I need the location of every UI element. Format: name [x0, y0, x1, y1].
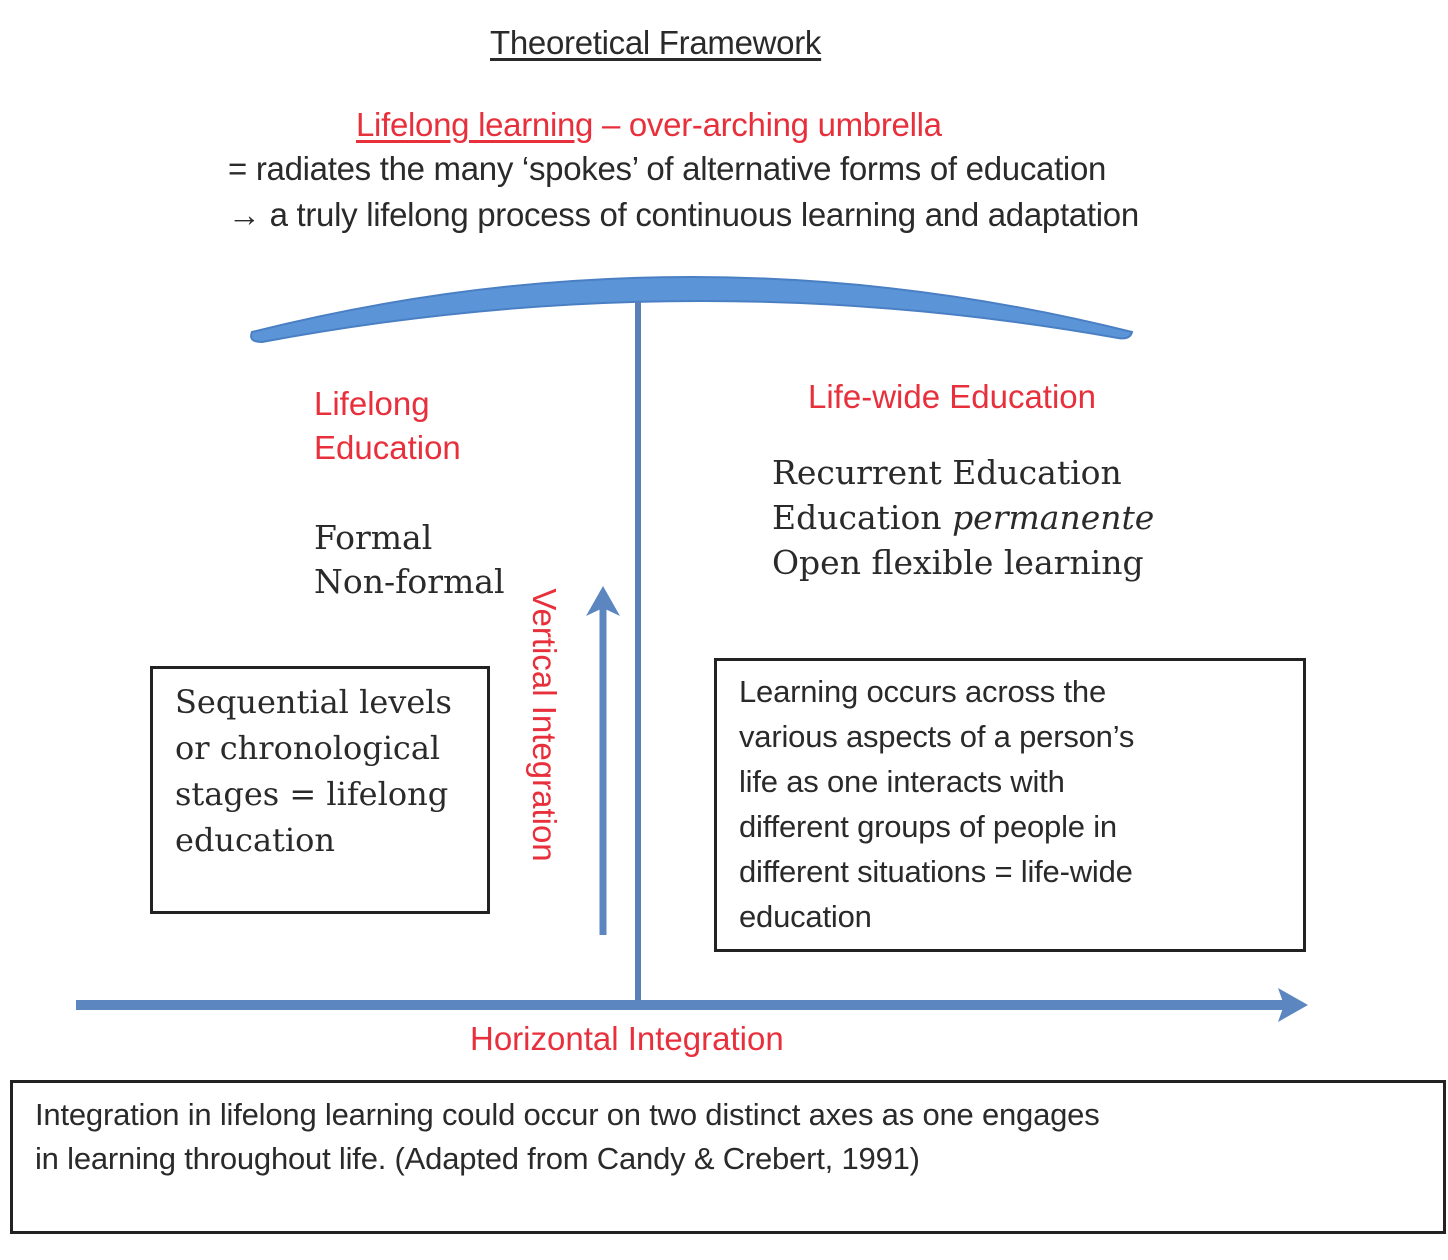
life-wide-education-list — [772, 450, 1154, 585]
caption-line-1: Integration in lifelong learning could occur on two distinct axes as one engages — [35, 1097, 1100, 1132]
lifelong-education-heading — [314, 382, 461, 470]
life-wide-education-definition-box — [714, 658, 1306, 952]
list-item: Formal — [314, 518, 433, 557]
list-item — [772, 450, 1154, 495]
figure-caption-box — [10, 1080, 1446, 1234]
lifelong-education-heading-line-1: Lifelong — [314, 385, 430, 422]
box-line: different situations = life-wide — [739, 854, 1133, 889]
life-wide-education-heading: Life-wide Education — [808, 378, 1097, 415]
list-item — [772, 495, 1154, 540]
page-title: Theoretical Framework — [490, 24, 822, 61]
vertical-integration-label — [514, 560, 574, 890]
box-line: or chronological — [175, 729, 441, 767]
umbrella-description-line-1: = radiates the many ‘spokes’ of alternative forms of education — [228, 150, 1107, 187]
box-line: education — [739, 899, 872, 934]
lifelong-education-heading-line-2: Education — [314, 429, 461, 466]
box-line: various aspects of a person’s — [739, 719, 1135, 754]
umbrella-description-line-2: → a truly lifelong process of continuous learning and adaptation — [228, 196, 1139, 233]
umbrella-heading-rest: – over-arching umbrella — [593, 106, 942, 143]
list-item-text: Open flexible learning — [772, 543, 1144, 582]
umbrella-heading-term: Lifelong learning — [356, 106, 594, 143]
list-item-text: Education — [772, 498, 953, 537]
lifelong-education-list — [314, 516, 505, 604]
box-line: Learning occurs across the — [739, 674, 1106, 709]
box-line: Sequential levels — [175, 683, 452, 721]
list-item-text: Recurrent Education — [772, 453, 1122, 492]
lifelong-education-definition-box — [150, 666, 490, 914]
list-item — [772, 540, 1154, 585]
box-line: education — [175, 821, 335, 859]
box-line: stages = lifelong — [175, 775, 449, 813]
list-item: Non-formal — [314, 562, 505, 601]
list-item-italic-text: permanente — [952, 498, 1155, 537]
caption-line-2: in learning throughout life. (Adapted from Candy & Crebert, 1991) — [35, 1141, 920, 1176]
horizontal-integration-label: Horizontal Integration — [470, 1020, 784, 1057]
box-line: life as one interacts with — [739, 764, 1065, 799]
box-line: different groups of people in — [739, 809, 1117, 844]
umbrella-heading — [356, 106, 942, 144]
vertical-integration-label-text: Vertical Integration — [526, 588, 563, 862]
umbrella-canopy — [251, 277, 1132, 342]
